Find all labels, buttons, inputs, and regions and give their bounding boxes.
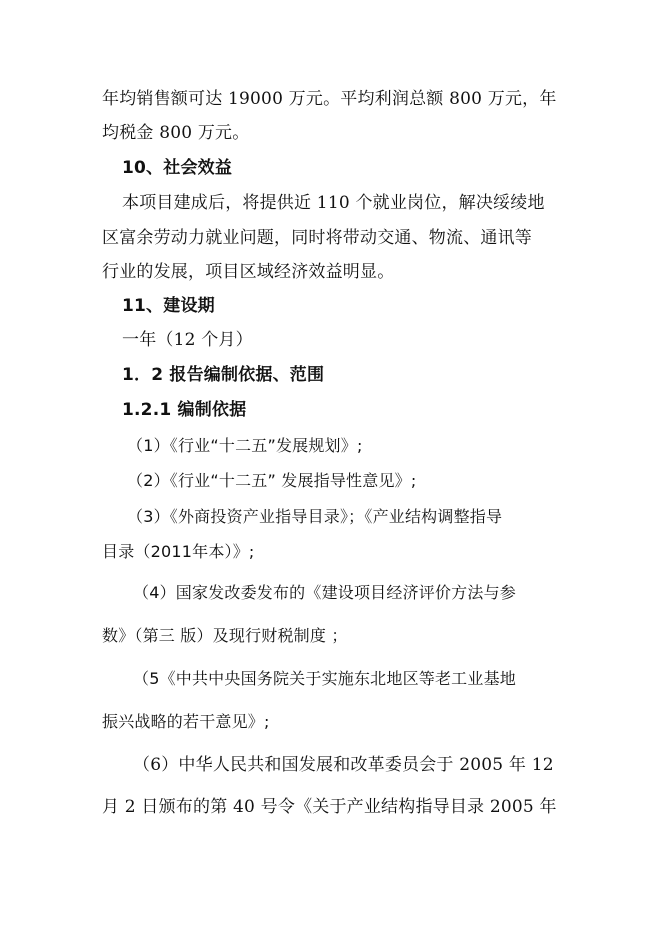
section-heading: 1．2 报告编制依据、范围 <box>122 365 325 385</box>
section-heading: 11、建设期 <box>122 296 215 316</box>
paragraph-line: 年均销售额可达 19000 万元。平均利润总额 800 万元，年 <box>102 89 557 109</box>
list-item: （6）中华人民共和国发展和改革委员会于 2005 年 12 <box>133 755 554 775</box>
list-item: （1）《行业“十二五”发展规划》; <box>127 436 363 455</box>
list-item: （4）国家发改委发布的《建设项目经济评价方法与参 <box>133 583 516 602</box>
list-item: （3）《外商投资产业指导目录》；《产业结构调整指导 <box>127 507 503 526</box>
paragraph-line: 一年（12 个月） <box>122 330 253 350</box>
list-item-continuation: 数》（第三 版）及现行财税制度 ； <box>102 626 348 645</box>
subsection-heading: 1.2.1 编制依据 <box>122 400 247 420</box>
list-item: （5《中共中央国务院关于实施东北地区等老工业基地 <box>133 669 516 688</box>
paragraph-line: 区富余劳动力就业问题，同时将带动交通、物流、通讯等 <box>102 228 532 248</box>
list-item-continuation: 月 2 日颁布的第 40 号令《关于产业结构指导目录 2005 年 <box>102 797 557 817</box>
section-heading: 10、社会效益 <box>122 158 233 178</box>
paragraph-line: 均税金 800 万元。 <box>102 123 250 143</box>
list-item-continuation: 目录（2011年本）》; <box>102 542 255 561</box>
paragraph-line: 行业的发展，项目区域经济效益明显。 <box>102 262 395 282</box>
list-item: （2）《行业“十二五” 发展指导性意见》; <box>127 471 417 490</box>
list-item-continuation: 振兴战略的若干意见》; <box>102 712 270 731</box>
paragraph-line: 本项目建成后，将提供近 110 个就业岗位，解决绥绫地 <box>122 193 545 213</box>
